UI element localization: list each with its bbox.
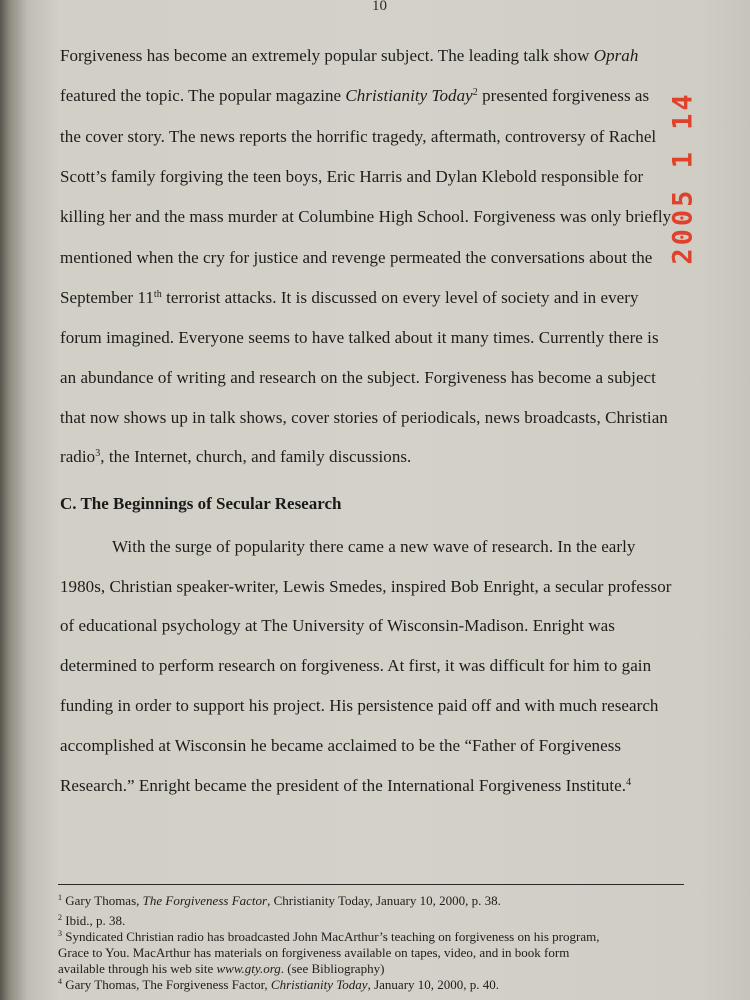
body-line: featured the topic. The popular magazine Christianity Today$^2$ presented forgiveness as bbox=[60, 86, 650, 105]
page-number: 10 bbox=[372, 0, 387, 14]
body-line: killing her and the mass murder at Columbine High School. Forgiveness was only briefly bbox=[60, 207, 672, 226]
body-line: determined to perform research on forgiveness. At first, it was difficult for him to gain bbox=[60, 656, 652, 675]
footnote: available through his web site www.gty.org. (see Bibliography) bbox=[58, 961, 385, 976]
body-line: Research.” Enright became the president of the International Forgiveness Institute.$^4$ bbox=[60, 776, 632, 795]
body-line: 1980s, Christian speaker-writer, Lewis Smedes, inspired Bob Enright, a secular professor bbox=[60, 577, 672, 596]
body-line: forum imagined. Everyone seems to have talked about it many times. Currently there is bbox=[60, 328, 659, 347]
footnote: Grace to You. MacArthur has materials on forgiveness available on tapes, video, and in book form bbox=[58, 945, 570, 960]
body-line: of educational psychology at The University of Wisconsin-Madison. Enright was bbox=[60, 616, 615, 635]
body-line: an abundance of writing and research on the subject. Forgiveness has become a subject bbox=[60, 368, 656, 387]
body-line: accomplished at Wisconsin he became acclaimed to be the “Father of Forgiveness bbox=[60, 736, 622, 755]
body-line: September 11th terrorist attacks. It is discussed on every level of society and in every bbox=[60, 288, 639, 307]
body-line: funding in order to support his project. His persistence paid off and with much research bbox=[60, 696, 659, 715]
body-line: that now shows up in talk shows, cover stories of periodicals, news broadcasts, Christian bbox=[60, 408, 668, 427]
body-line: the cover story. The news reports the horrific tragedy, aftermath, controversy of Rachel bbox=[60, 127, 657, 146]
footnote: $^4$ Gary Thomas, The Forgiveness Factor, Christianity Today, January 10, 2000, p. 40. bbox=[58, 977, 500, 992]
footnote: $^2$ Ibid., p. 38. bbox=[58, 913, 126, 928]
footnote: $^3$ Syndicated Christian radio has broadcasted John MacArthur’s teaching on forgiveness on his program, bbox=[58, 929, 600, 944]
body-line: Forgiveness has become an extremely popular subject. The leading talk show Oprah bbox=[60, 46, 639, 65]
footnote-divider bbox=[58, 884, 684, 885]
body-line: mentioned when the cry for justice and revenge permeated the conversations about the bbox=[60, 248, 653, 267]
camera-date-stamp: 2005 1 14 bbox=[667, 91, 699, 265]
body-line: With the surge of popularity there came a new wave of research. In the early bbox=[112, 537, 636, 556]
section-heading: C. The Beginnings of Secular Research bbox=[60, 494, 342, 513]
footnote: $^1$ Gary Thomas, The Forgiveness Factor, Christianity Today, January 10, 2000, p. 38. bbox=[58, 893, 501, 908]
body-line: Scott’s family forgiving the teen boys, Eric Harris and Dylan Klebold responsible for bbox=[60, 167, 644, 186]
body-line: radio$^3$, the Internet, church, and family discussions. bbox=[60, 447, 412, 466]
